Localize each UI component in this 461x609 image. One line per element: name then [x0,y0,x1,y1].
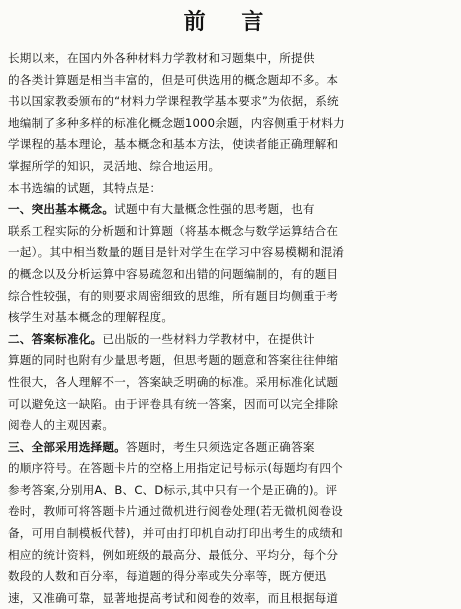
text-line: 本书选编的试题，其特点是： [8,180,162,195]
text-line: 长期以来，在国内外各种材料力学教材和习题集中，所提供 [8,51,315,65]
text-line: 地编制了多种多样的标准化概念题1000余题，内容侧重于材料力 [8,115,345,130]
paragraph-features [8,178,453,200]
text-line: 联系工程实际的分析题和计算题（将基本概念与数学运算结合在 [8,223,339,238]
text-line: 的各类计算题是相当丰富的，但是可供选用的概念题却不多。本 [8,72,339,87]
text-line: 备，可用自制模板代替)，并可由打印机自动打印出考生的成绩和 [8,526,343,541]
text-span: 试题中有大量概念性强的思考题，也有 [114,202,315,217]
text-line: 掌握所学的知识，灵活地、综合地运用。 [8,158,221,173]
text-line [8,199,453,221]
text-line: 可以避免这一缺陷。由于评卷具有统一答案，因而可以完全排除 [8,396,339,411]
paragraph-point-one [8,199,453,329]
text-line: 参考答案,分别用A、B、C、D标示,其中只有一个是正确的)。评 [8,482,338,497]
text-line: 算题的同时也附有少量思考题，但思考题的题意和答案往往伸缩 [8,353,339,368]
text-line: 书以国家教委颁布的“材料力学课程教学基本要求”为依据，系统 [8,94,339,109]
page-title: 前 言 [183,10,278,35]
paragraph-intro [8,48,453,178]
text-line: 的顺序符号。在答题卡片的空格上用指定记号标示(每题均有四个 [8,461,343,476]
text-line: 一起）。其中相当数量的题目是针对学生在学习中容易模糊和混淆 [8,245,345,260]
text-line: 核学生对基本概念的理解程度。 [8,310,174,325]
text-line: 数段的人数和百分率，每道题的得分率或失分率等，既方便迅 [8,569,327,584]
text-line: 卷时，教师可将答题卡片通过微机进行阅卷处理(若无微机阅卷设 [8,504,343,519]
text-line: 阅卷人的主观因素。 [8,418,115,433]
text-span: 答题时，考生只须选定各题正确答案 [125,439,315,454]
text-line: 速，又准确可靠，显著地提高考试和阅卷的效率，而且根据每道 [8,590,339,605]
text-line: 的概念以及分析运算中容易疏忽和出错的问题编制的，有的题目 [8,266,339,281]
text-line: 综合性较强，有的则要求周密细致的思维，所有题目均侧重于考 [8,288,339,303]
point-heading: 三、全部采用选择题。 [8,439,126,454]
text-line: 性很大，各人理解不一，答案缺乏明确的标准。采用标准化试题 [8,374,339,389]
text-line: 学课程的基本理论，基本概念和基本方法，使读者能正确理解和 [8,137,339,152]
text-span: 已出版的一些材料力学教材中，在提供计 [102,331,315,346]
point-heading: 一、突出基本概念。 [8,202,115,217]
paragraph-point-two [8,329,453,437]
point-heading: 二、答案标准化。 [8,331,103,346]
paragraph-point-three [8,437,453,609]
text-line: 相应的统计资料，例如班级的最高分、最低分、平均分，每个分 [8,547,339,562]
text-line [8,437,453,459]
text-line [8,329,453,351]
